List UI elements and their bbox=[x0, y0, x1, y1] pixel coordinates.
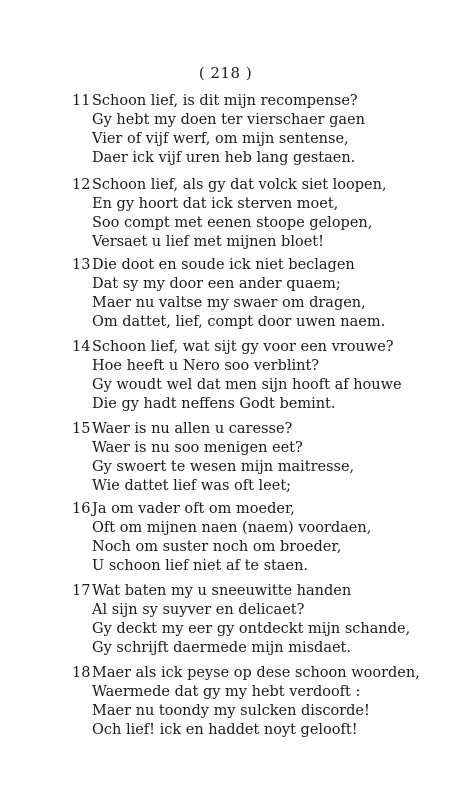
verse-line: Maer nu toondy my sulcken discorde! bbox=[92, 703, 370, 719]
stanza-16 bbox=[72, 500, 392, 576]
stanza-11 bbox=[72, 92, 392, 168]
verse-line: Oft om mijnen naen (naem) voordaen, bbox=[92, 520, 372, 536]
verse-line: Maer nu valtse my swaer om dragen, bbox=[92, 295, 366, 311]
stanza-number: 16 bbox=[72, 501, 91, 517]
stanza-17 bbox=[72, 582, 411, 658]
page-number: ( 218 ) bbox=[198, 64, 253, 82]
stanza-18 bbox=[72, 664, 420, 740]
verse-line: Schoon lief, als gy dat volck siet loopen, bbox=[92, 177, 387, 193]
verse-line: Om dattet, lief, compt door uwen naem. bbox=[92, 314, 386, 330]
verse-line: Wie dattet lief was oft leet; bbox=[92, 478, 292, 494]
verse-line: Al sijn sy suyver en delicaet? bbox=[92, 602, 305, 618]
stanza-12 bbox=[72, 176, 392, 252]
verse-line: Noch om suster noch om broeder, bbox=[92, 539, 342, 555]
verse-line: Och lief! ick en haddet noyt gelooft! bbox=[92, 722, 358, 738]
verse-line: Gy woudt wel dat men sijn hooft af houwe bbox=[92, 377, 402, 393]
stanza-13 bbox=[72, 256, 392, 332]
verse-line: Die doot en soude ick niet beclagen bbox=[92, 257, 355, 273]
verse-line: Waermede dat gy my hebt verdooft : bbox=[92, 684, 361, 700]
stanza-number: 12 bbox=[72, 177, 91, 193]
verse-line: Vier of vijf werf, om mijn sentense, bbox=[92, 131, 349, 147]
verse-line: Gy schrijft daermede mijn misdaet. bbox=[92, 640, 351, 656]
verse-line: Wat baten my u sneeuwitte handen bbox=[92, 583, 352, 599]
verse-line: Daer ick vijf uren heb lang gestaen. bbox=[92, 150, 356, 166]
verse-line: Dat sy my door een ander quaem; bbox=[92, 276, 341, 292]
stanza-number: 13 bbox=[72, 257, 91, 273]
stanza-number: 11 bbox=[72, 93, 91, 109]
stanza-number: 14 bbox=[72, 339, 91, 355]
verse-line: Ja om vader oft om moeder, bbox=[92, 501, 295, 517]
verse-line: Waer is nu allen u caresse? bbox=[92, 421, 293, 437]
stanza-number: 18 bbox=[72, 665, 91, 681]
stanza-14 bbox=[72, 338, 402, 414]
verse-line: Soo compt met eenen stoope gelopen, bbox=[92, 215, 373, 231]
verse-line: Versaet u lief met mijnen bloet! bbox=[92, 234, 324, 250]
verse-line: Gy deckt my eer gy ontdeckt mijn schande, bbox=[92, 621, 411, 637]
verse-line: Waer is nu soo menigen eet? bbox=[92, 440, 303, 456]
verse-line: U schoon lief niet af te staen. bbox=[92, 558, 309, 574]
verse-line: Hoe heeft u Nero soo verblint? bbox=[92, 358, 320, 374]
stanza-number: 15 bbox=[72, 421, 91, 437]
verse-line: Gy hebt my doen ter vierschaer gaen bbox=[92, 112, 365, 128]
stanza-15 bbox=[72, 420, 392, 496]
verse-line: Maer als ick peyse op dese schoon woorden, bbox=[92, 665, 420, 681]
stanza-number: 17 bbox=[72, 583, 91, 599]
verse-line: Die gy hadt neffens Godt bemint. bbox=[92, 396, 336, 412]
verse-line: Schoon lief, wat sijt gy voor een vrouwe? bbox=[92, 339, 394, 355]
verse-line: Schoon lief, is dit mijn recompense? bbox=[92, 93, 358, 109]
verse-line: Gy swoert te wesen mijn maitresse, bbox=[92, 459, 355, 475]
verse-line: En gy hoort dat ick sterven moet, bbox=[92, 196, 339, 212]
